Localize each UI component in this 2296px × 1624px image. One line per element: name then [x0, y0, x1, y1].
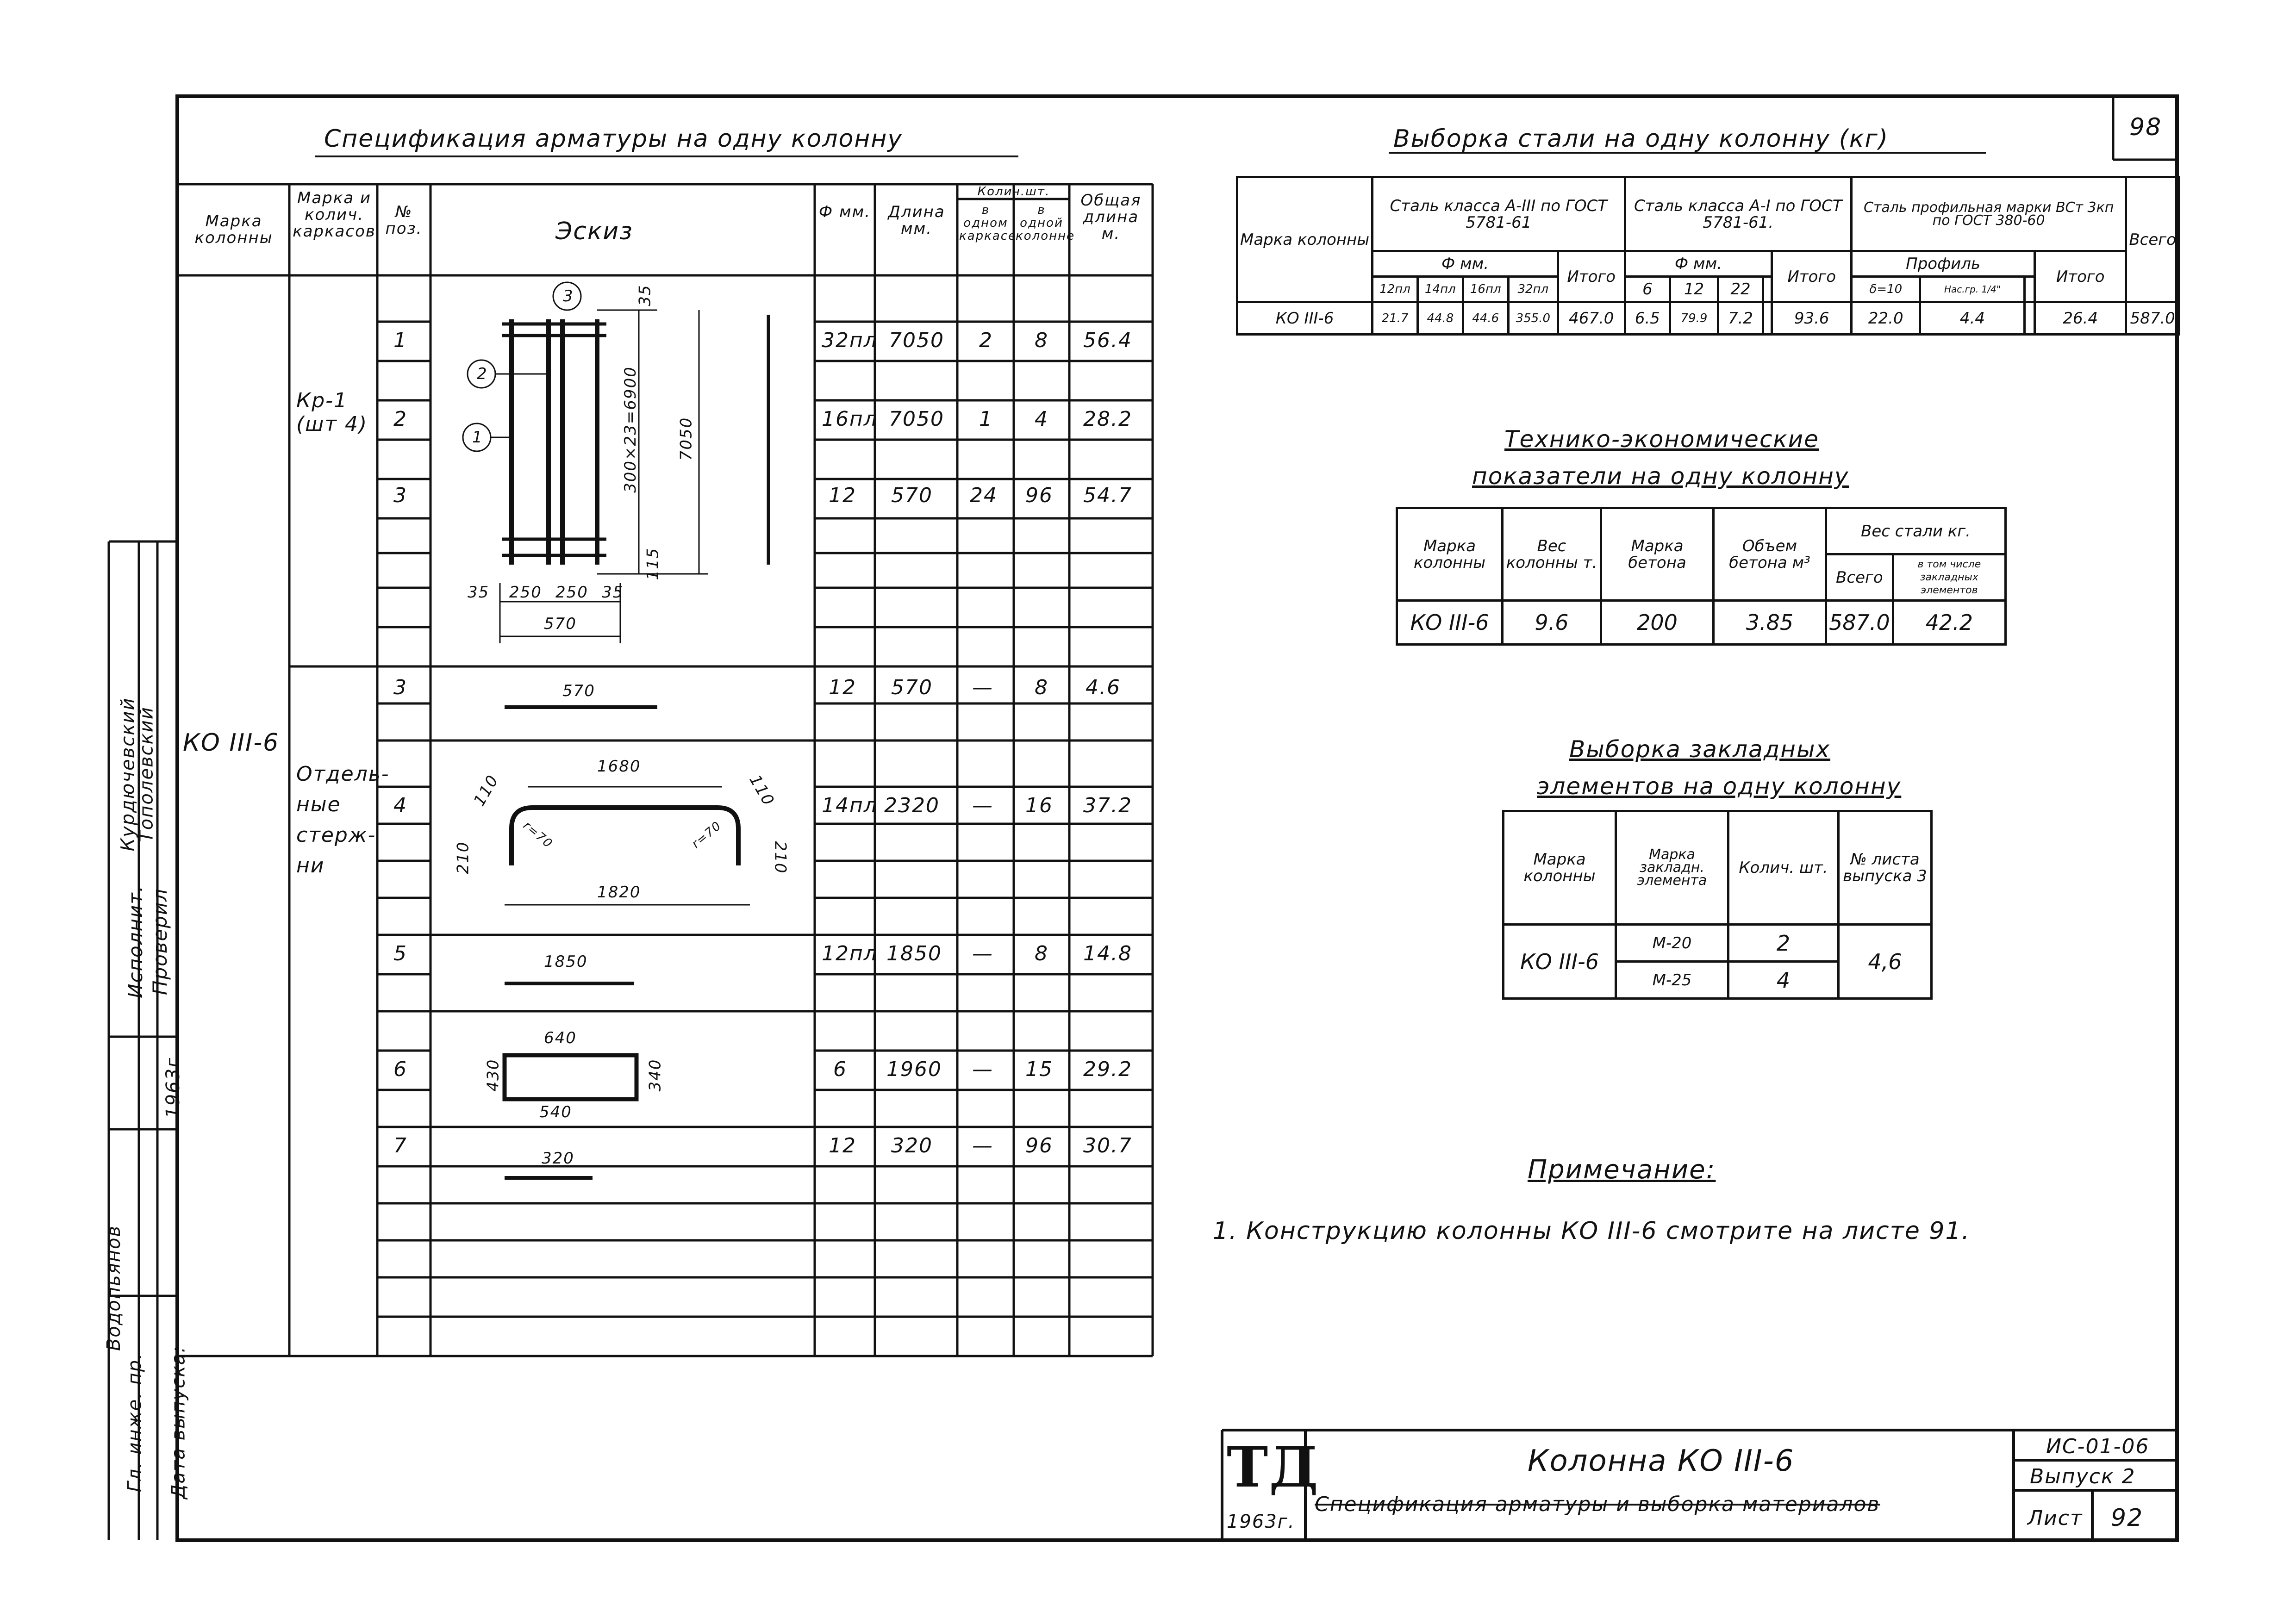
- titleblock-code: ИС-01-06: [2046, 1435, 2150, 1458]
- row3-len: 570: [891, 484, 933, 507]
- steel-sub-16: 16пл: [1463, 277, 1508, 302]
- tech-h-all: Всего: [1826, 554, 1893, 601]
- sketch-pos3-tag: 3: [563, 287, 574, 305]
- row7-pos: 6: [393, 1058, 407, 1081]
- row3-qf: 24: [970, 484, 998, 507]
- row2-qc: 4: [1035, 407, 1048, 431]
- header-column-mark: Марка колонны: [194, 212, 273, 247]
- row8-dia: 12: [829, 1134, 856, 1157]
- stamp-role-chief: Гл. инже. пр.: [124, 1352, 145, 1492]
- column-mark: КО III-6: [183, 729, 280, 757]
- sketch-w-35b: 35: [602, 583, 624, 602]
- embed-h-qty: Колич. шт.: [1728, 811, 1839, 925]
- row5-len: 2320: [884, 794, 940, 817]
- row8-qf: —: [972, 1134, 993, 1157]
- row3-pos: 3: [393, 484, 407, 507]
- sketch-w-35a: 35: [468, 583, 490, 602]
- tech-row-concrete: 200: [1601, 601, 1714, 645]
- header-qty-column: в одной колонне: [1016, 203, 1075, 243]
- steel-row-v10: 93.6: [1772, 302, 1852, 335]
- bar4-hook-110b: 110: [745, 772, 778, 809]
- stamp-date: 1963г.: [162, 1050, 184, 1119]
- titleblock-name: Колонна КО III-6: [1528, 1444, 1795, 1478]
- bar4-radius-2: r=70: [689, 818, 724, 852]
- bar4-leg-210b: 210: [771, 841, 790, 874]
- note-title: Примечание:: [1528, 1155, 1716, 1185]
- steel-row-v8: 7.2: [1718, 302, 1763, 335]
- sketch-pos1-tag: 1: [472, 428, 483, 447]
- embed-h-sheet: № листа выпуска 3: [1839, 811, 1932, 925]
- row3-qc: 96: [1025, 484, 1053, 507]
- steel-sub-nasgr: Нас.гр. 1/4": [1920, 277, 2025, 302]
- embed-table: [1502, 810, 1933, 1000]
- steel-row-v14: 26.4: [2035, 302, 2126, 335]
- header-length: Длина мм.: [888, 203, 945, 238]
- row4-len: 570: [891, 676, 933, 699]
- steel-sub-empty: [1763, 277, 1772, 302]
- row6-dia: 12пл: [822, 942, 878, 965]
- row3-total: 54.7: [1083, 484, 1132, 507]
- row4-total: 4.6: [1086, 676, 1121, 699]
- row6-pos: 5: [393, 942, 407, 965]
- row4-qf: —: [972, 676, 993, 699]
- row1-pos: 1: [393, 329, 407, 352]
- row4-qc: 8: [1035, 676, 1048, 699]
- embed-col-mark: КО III-6: [1504, 925, 1616, 999]
- row3-dia: 12: [829, 484, 856, 507]
- bar6-top-dim: 640: [544, 1029, 577, 1047]
- row8-len: 320: [891, 1134, 933, 1157]
- steel-h-mark: Марка колонны: [1237, 177, 1373, 302]
- row1-total: 56.4: [1083, 329, 1132, 352]
- embed-title-2: элементов на одну колонну: [1537, 773, 1902, 800]
- header-position: № поз.: [385, 203, 423, 238]
- row2-len: 7050: [889, 407, 944, 431]
- stamp-name-3: Водопьянов: [103, 1225, 125, 1351]
- row5-dia: 14пл: [822, 794, 878, 817]
- header-total-length: Общая длина м.: [1080, 191, 1142, 243]
- sketch-w-250a: 250: [509, 583, 542, 602]
- embed-h-mark: Марка колонны: [1504, 811, 1616, 925]
- tech-title-1: Технико-экономические: [1504, 426, 1819, 453]
- row5-qc: 16: [1025, 794, 1053, 817]
- steel-sub-12: 12пл: [1373, 277, 1418, 302]
- sketch-dim-35: 35: [636, 284, 655, 306]
- steel-h-profile: Профиль: [1851, 251, 2034, 277]
- steel-sub-6: 6: [1625, 277, 1670, 302]
- row6-len: 1850: [886, 942, 942, 965]
- steel-h-phi-a3: Ф мм.: [1373, 251, 1558, 277]
- row8-pos: 7: [393, 1134, 407, 1157]
- tech-table: [1396, 507, 2007, 646]
- row7-qf: —: [972, 1058, 993, 1081]
- steel-sub-12b: 12: [1670, 277, 1718, 302]
- tech-row-weight: 9.6: [1503, 601, 1601, 645]
- row4-pos: 3: [393, 676, 407, 699]
- steel-h-itogo-a1: Итого: [1772, 251, 1852, 302]
- steel-row-v11: 22.0: [1851, 302, 1920, 335]
- steel-row-v5: 467.0: [1558, 302, 1625, 335]
- bar4-radius-1: r=70: [520, 818, 555, 852]
- steel-h-a3: Сталь класса А-III по ГОСТ 5781-61: [1373, 177, 1625, 251]
- steel-sub-32: 32пл: [1508, 277, 1558, 302]
- row5-qf: —: [972, 794, 993, 817]
- steel-h-profile-steel: Сталь профильная марки ВСт 3кп по ГОСТ 380-60: [1851, 177, 2126, 251]
- row1-qc: 8: [1035, 329, 1048, 352]
- tech-h-concrete: Марка бетона: [1601, 508, 1714, 601]
- bar4-top-dim: 1680: [597, 757, 641, 776]
- stamp-role-date: Дата выпуска:: [168, 1345, 189, 1499]
- frame-sketch: [512, 319, 597, 565]
- row8-qc: 96: [1025, 1134, 1053, 1157]
- steel-title: Выборка стали на одну колонну (кг): [1393, 125, 1889, 153]
- note-text: 1. Конструкцию колонны КО III-6 смотрите на листе 91.: [1213, 1217, 1971, 1245]
- header-sketch: Эскиз: [555, 218, 633, 245]
- titleblock-subtitle: Спецификация арматуры и выборка материалов: [1315, 1493, 1880, 1516]
- steel-row-v15: 587.0: [2126, 302, 2179, 335]
- row2-qf: 1: [979, 407, 993, 431]
- steel-row-mark: КО III-6: [1237, 302, 1373, 335]
- steel-h-total: Всего: [2126, 177, 2179, 302]
- steel-h-a1: Сталь класса А-I по ГОСТ 5781-61.: [1625, 177, 1851, 251]
- embed-item2-mark: М-25: [1616, 962, 1728, 999]
- row5-total: 37.2: [1083, 794, 1132, 817]
- tech-title-2: показатели на одну колонну: [1472, 463, 1849, 490]
- stamp-role-checker: Проверил: [149, 888, 172, 996]
- stamp-name-2: Тополевский: [136, 706, 157, 842]
- steel-row-v12: 4.4: [1920, 302, 2025, 335]
- titleblock-sheet-no: 92: [2111, 1504, 2144, 1532]
- spec-title: Спецификация арматуры на одну колонну: [324, 125, 903, 153]
- bar6-left-dim: 430: [484, 1058, 503, 1092]
- sketch-dim-6900: 300×23=6900: [621, 366, 640, 493]
- embed-h-element-mark: Марка закладн. элемента: [1616, 811, 1728, 925]
- embed-item2-qty: 4: [1728, 962, 1839, 999]
- row2-dia: 16пл: [822, 407, 878, 431]
- embed-sheet-no: 4,6: [1839, 925, 1932, 999]
- bar5-length: 1850: [544, 952, 588, 971]
- row8-total: 30.7: [1083, 1134, 1132, 1157]
- titleblock-issue: Выпуск 2: [2030, 1465, 2136, 1488]
- row7-len: 1960: [886, 1058, 942, 1081]
- bar6-bottom-dim: 540: [539, 1103, 572, 1121]
- steel-sub-14: 14пл: [1417, 277, 1463, 302]
- row7-total: 29.2: [1083, 1058, 1132, 1081]
- row6-qf: —: [972, 942, 993, 965]
- row5-pos: 4: [393, 794, 407, 817]
- tech-row-mark: КО III-6: [1397, 601, 1503, 645]
- row1-qf: 2: [979, 329, 993, 352]
- frame-group-label: Кр-1 (шт 4): [296, 389, 368, 436]
- row7-qc: 15: [1025, 1058, 1053, 1081]
- tech-row-volume: 3.85: [1714, 601, 1826, 645]
- row6-total: 14.8: [1083, 942, 1132, 965]
- sketch-w-250b: 250: [555, 583, 588, 602]
- sketch-dim-7050: 7050: [677, 417, 696, 461]
- steel-sub-empty2: [2025, 277, 2035, 302]
- bar7-length: 320: [542, 1149, 574, 1168]
- sketch-dim-115: 115: [643, 547, 662, 580]
- tech-h-mark: Марка колонны: [1397, 508, 1503, 601]
- header-qty-frame: в одном каркасе: [959, 203, 1017, 243]
- tech-row-steel-incl: 42.2: [1893, 601, 2005, 645]
- row4-dia: 12: [829, 676, 856, 699]
- titleblock-year: 1963г.: [1227, 1511, 1295, 1532]
- steel-row-v3: 44.6: [1463, 302, 1508, 335]
- sketch-pos2-tag: 2: [477, 365, 488, 383]
- titleblock-sheet-label: Лист: [2028, 1506, 2083, 1530]
- row6-qc: 8: [1035, 942, 1048, 965]
- bar3-length: 570: [562, 682, 595, 700]
- steel-row-v7: 79.9: [1670, 302, 1718, 335]
- tech-h-weight: Вес колонны т.: [1503, 508, 1601, 601]
- steel-row-v9: [1763, 302, 1772, 335]
- row2-total: 28.2: [1083, 407, 1132, 431]
- embed-title-1: Выборка закладных: [1569, 736, 1831, 763]
- separate-bars-label: Отдель-ные стерж-ни: [296, 762, 390, 877]
- tech-row-steel-all: 587.0: [1826, 601, 1893, 645]
- tech-h-volume: Объем бетона м³: [1714, 508, 1826, 601]
- row7-dia: 6: [833, 1058, 847, 1081]
- header-frame-mark: Марка и колич. каркасов: [293, 189, 376, 241]
- stamp-name-1: Курдючевский: [117, 697, 139, 852]
- steel-h-phi-a1: Ф мм.: [1625, 251, 1772, 277]
- steel-row-v13: [2025, 302, 2035, 335]
- embed-item1-mark: М-20: [1616, 925, 1728, 962]
- steel-h-itogo-a3: Итого: [1558, 251, 1625, 302]
- bar4-hook-110a: 110: [470, 772, 503, 809]
- steel-row-v4: 355.0: [1508, 302, 1558, 335]
- row1-dia: 32пл: [822, 329, 878, 352]
- sketch-w-570: 570: [544, 615, 577, 633]
- header-diameter: Ф мм.: [818, 203, 871, 221]
- header-qty: Колич.шт.: [977, 185, 1050, 199]
- steel-sub-delta: δ=10: [1851, 277, 1920, 302]
- row1-len: 7050: [889, 329, 944, 352]
- steel-h-itogo-prof: Итого: [2035, 251, 2126, 302]
- steel-table: [1236, 176, 2180, 336]
- bar4-bottom-dim: 1820: [597, 883, 641, 902]
- bar6-right-dim: 340: [646, 1058, 665, 1092]
- steel-sub-22: 22: [1718, 277, 1763, 302]
- embed-item1-qty: 2: [1728, 925, 1839, 962]
- sheet-number-top: 98: [2129, 113, 2162, 141]
- steel-row-v6: 6.5: [1625, 302, 1670, 335]
- steel-row-v2: 44.8: [1417, 302, 1463, 335]
- logo-td: ТД: [1227, 1435, 1319, 1500]
- tech-h-steel: Вес стали кг.: [1826, 508, 2006, 554]
- row2-pos: 2: [393, 407, 407, 431]
- tech-h-incl: в том числе закладных элементов: [1893, 554, 2005, 601]
- stamp-role-executor: Исполнит.: [124, 884, 147, 999]
- bar4-leg-210a: 210: [454, 841, 473, 874]
- steel-row-v1: 21.7: [1373, 302, 1418, 335]
